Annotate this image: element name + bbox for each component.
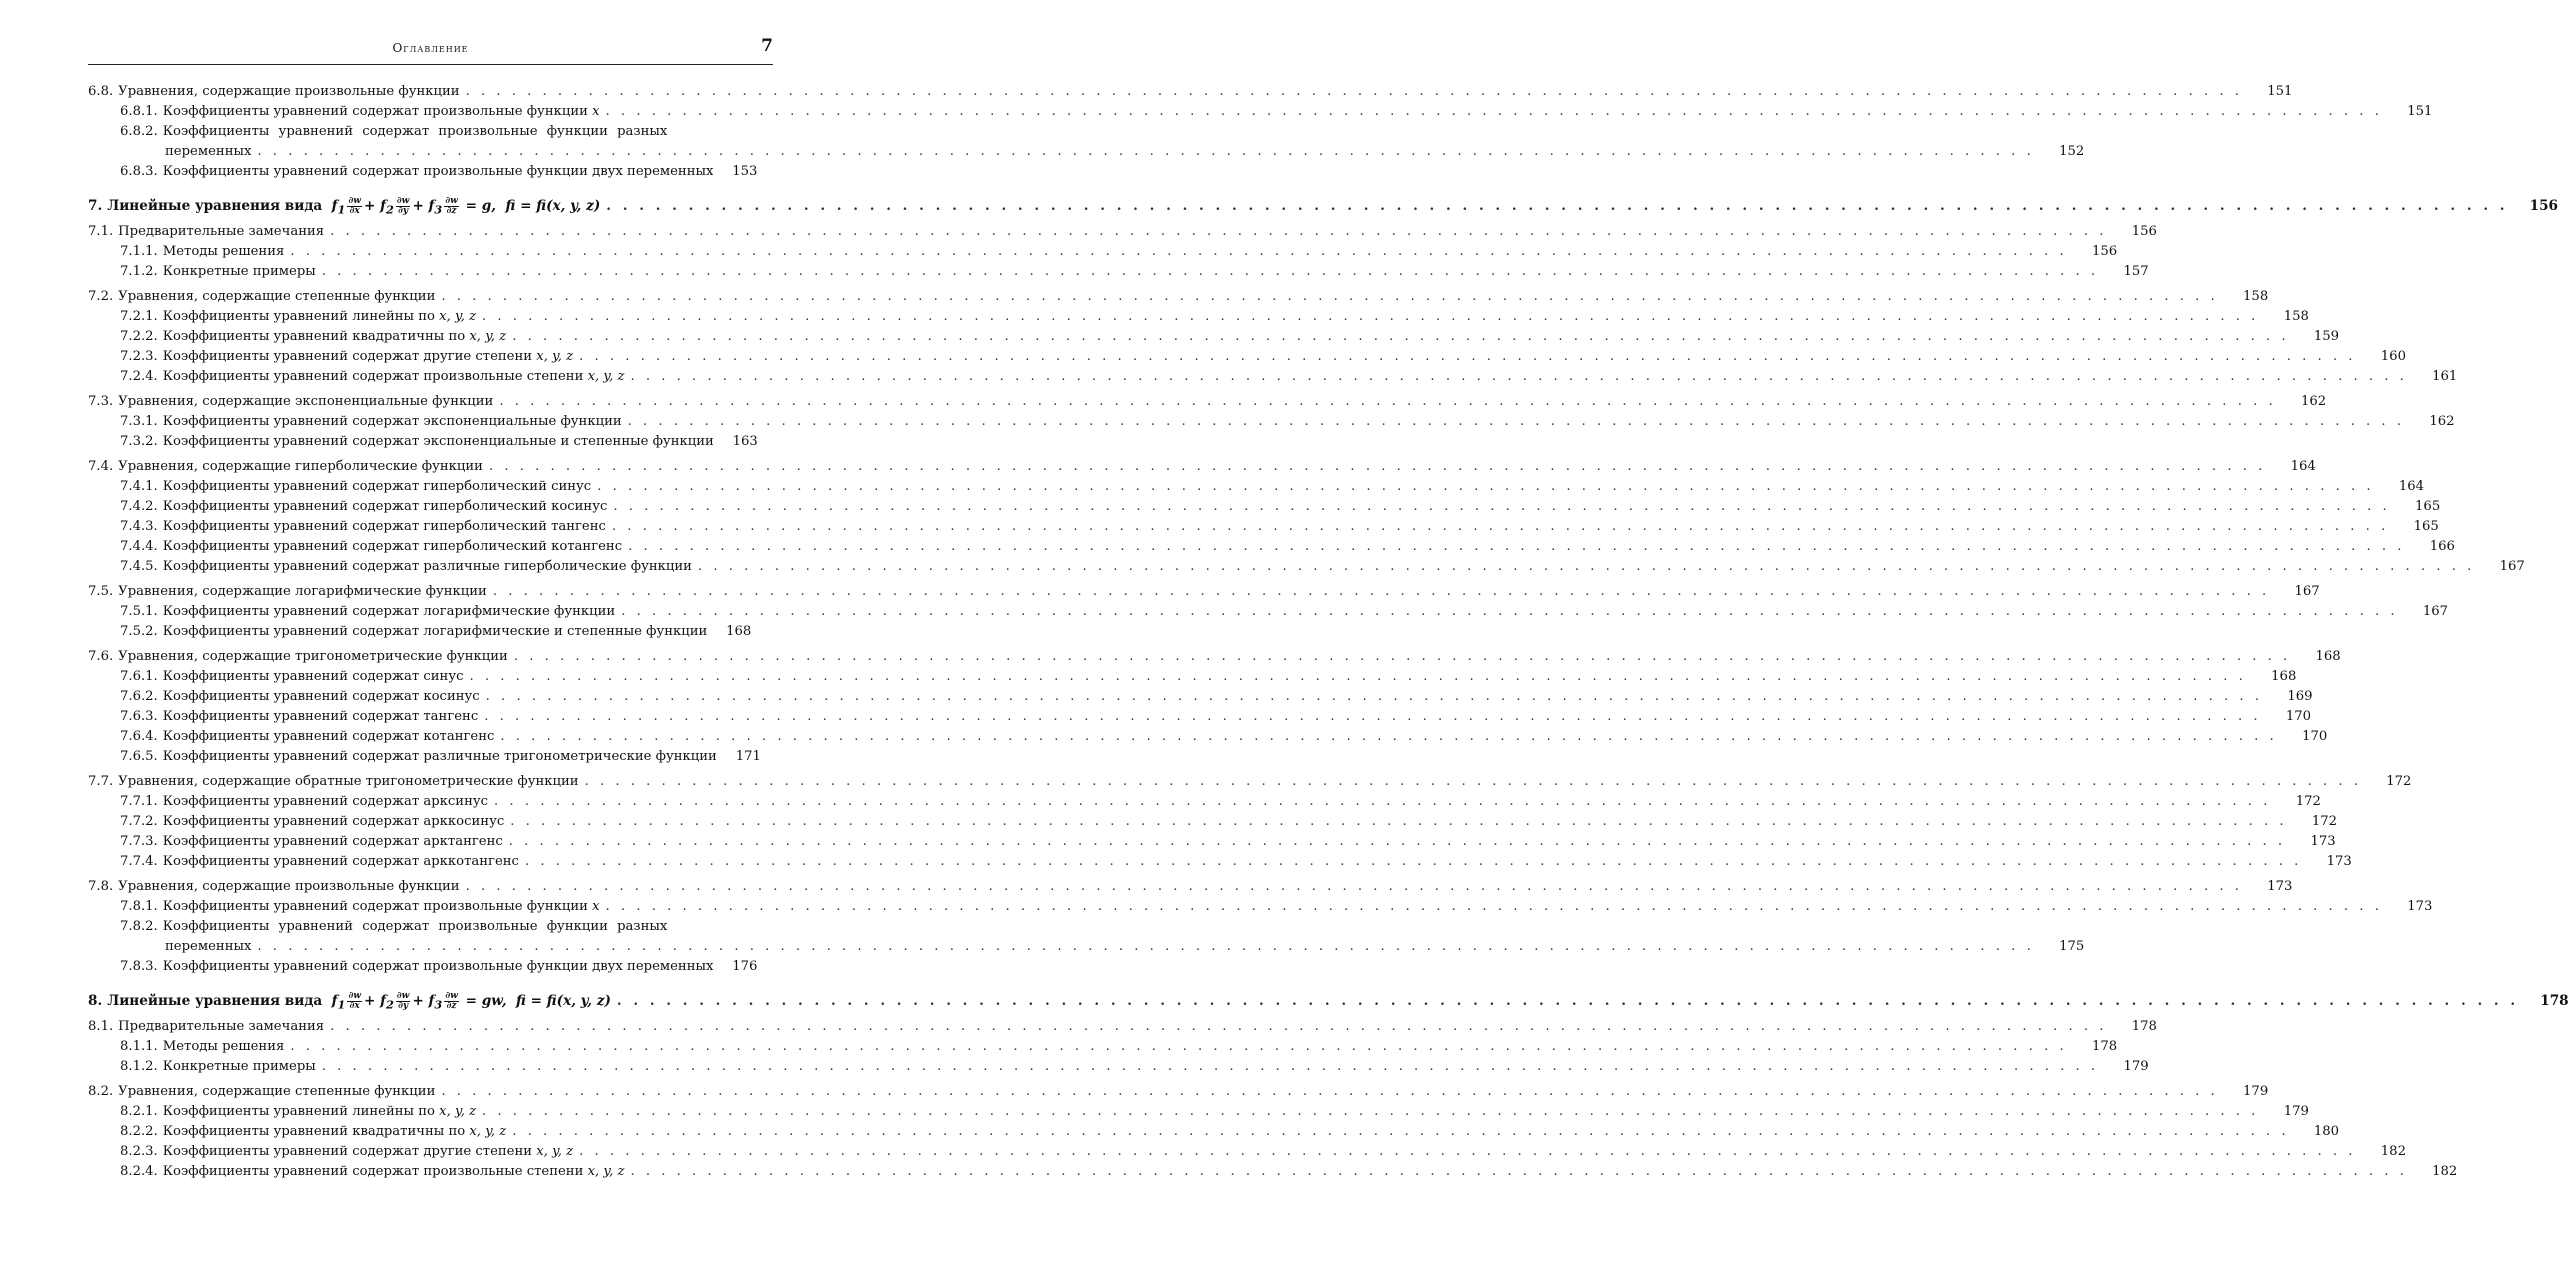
- toc-subsection[interactable]: 7.5.2. Коэффициенты уравнений содержат логарифмические и степенные функции 168: [120, 624, 752, 639]
- toc-subsection[interactable]: 7.4.1. Коэффициенты уравнений содержат гиперболический синус . . . 164: [88, 477, 773, 497]
- toc-section[interactable]: 8.2. Уравнения, содержащие степенные функции . . . 179: [88, 1082, 773, 1102]
- toc-section[interactable]: 7.8. Уравнения, содержащие произвольные функции . . . 173: [88, 877, 773, 897]
- toc-subsection[interactable]: 7.2.4. Коэффициенты уравнений содержат произвольные степени x, y, z . . . 161: [88, 367, 773, 387]
- toc-chapter[interactable]: 7. Линейные уравнения вида $f_1$ $\frac{\partial w}{\partial x}$ + $f_2$ $\frac{\partial w}{\partial y}$ + $f_3$ $\frac{\partial w}{\partial z}$ = g, fi = fi(x, y, z) . . . 156: [88, 194, 773, 218]
- chapter-equation: $f_1$ $\frac{\partial w}{\partial x}$ + $f_2$ $\frac{\partial w}{\partial y}$ + $f_3$ $\frac{\partial w}{\partial z}$ = gw, fi = fi(x, y, z): [326, 991, 611, 1012]
- toc-subsection-continued[interactable]: переменных . . . 152: [88, 142, 773, 162]
- toc-subsection[interactable]: 7.8.3. Коэффициенты уравнений содержат произвольные функции двух переменных 176: [120, 959, 758, 974]
- toc-subsection[interactable]: 7.2.1. Коэффициенты уравнений линейны по x, y, z . . . 158: [88, 307, 773, 327]
- toc-subsection[interactable]: 6.8.2. Коэффициенты уравнений содержат произвольные функции разных: [120, 124, 668, 139]
- page-number: 7: [761, 36, 773, 56]
- toc-subsection[interactable]: 7.7.4. Коэффициенты уравнений содержат арккотангенс . . . 173: [88, 852, 773, 872]
- toc-subsection[interactable]: 8.2.2. Коэффициенты уравнений квадратичны по x, y, z . . . 180: [88, 1122, 773, 1142]
- table-of-contents: [88, 82, 2569, 1182]
- toc-section[interactable]: 7.4. Уравнения, содержащие гиперболические функции . . . 164: [88, 457, 773, 477]
- toc-section[interactable]: 7.7. Уравнения, содержащие обратные тригонометрические функции . . . 172: [88, 772, 773, 792]
- toc-chapter[interactable]: 8. Линейные уравнения вида $f_1$ $\frac{\partial w}{\partial x}$ + $f_2$ $\frac{\partial w}{\partial y}$ + $f_3$ $\frac{\partial w}{\partial z}$ = gw, fi = fi(x, y, z) . . . 178: [88, 989, 773, 1013]
- toc-subsection[interactable]: 8.2.3. Коэффициенты уравнений содержат другие степени x, y, z . . . 182: [88, 1142, 773, 1162]
- toc-subsection[interactable]: 7.6.3. Коэффициенты уравнений содержат тангенс . . . 170: [88, 707, 773, 727]
- toc-section[interactable]: 7.2. Уравнения, содержащие степенные функции . . . 158: [88, 287, 773, 307]
- toc-subsection[interactable]: 8.1.1. Методы решения . . . 178: [88, 1037, 773, 1057]
- toc-subsection[interactable]: 7.7.3. Коэффициенты уравнений содержат арктангенс . . . 173: [88, 832, 773, 852]
- toc-subsection[interactable]: 7.4.4. Коэффициенты уравнений содержат гиперболический котангенс . . . 166: [88, 537, 773, 557]
- toc-subsection[interactable]: 7.5.1. Коэффициенты уравнений содержат логарифмические функции . . . 167: [88, 602, 773, 622]
- toc-subsection[interactable]: 7.4.2. Коэффициенты уравнений содержат гиперболический косинус . . . 165: [88, 497, 773, 517]
- toc-section[interactable]: 8.1. Предварительные замечания . . . 178: [88, 1017, 773, 1037]
- toc-section[interactable]: 6.8. Уравнения, содержащие произвольные функции . . . 151: [88, 82, 773, 102]
- toc-subsection[interactable]: 7.2.2. Коэффициенты уравнений квадратичны по x, y, z . . . 159: [88, 327, 773, 347]
- toc-subsection[interactable]: 7.7.2. Коэффициенты уравнений содержат арккосинус . . . 172: [88, 812, 773, 832]
- toc-section[interactable]: 7.3. Уравнения, содержащие экспоненциальные функции . . . 162: [88, 392, 773, 412]
- toc-subsection[interactable]: 7.3.1. Коэффициенты уравнений содержат экспоненциальные функции . . . 162: [88, 412, 773, 432]
- toc-subsection[interactable]: 7.4.3. Коэффициенты уравнений содержат гиперболический тангенс . . . 165: [88, 517, 773, 537]
- toc-subsection[interactable]: 7.7.1. Коэффициенты уравнений содержат арксинус . . . 172: [88, 792, 773, 812]
- toc-section[interactable]: 7.1. Предварительные замечания . . . 156: [88, 222, 773, 242]
- toc-subsection[interactable]: 8.2.1. Коэффициенты уравнений линейны по x, y, z . . . 179: [88, 1102, 773, 1122]
- toc-subsection[interactable]: 7.6.1. Коэффициенты уравнений содержат синус . . . 168: [88, 667, 773, 687]
- toc-subsection-continued[interactable]: переменных . . . 175: [88, 937, 773, 957]
- toc-subsection[interactable]: 7.4.5. Коэффициенты уравнений содержат различные гиперболические функции . . . 167: [88, 557, 773, 577]
- toc-subsection[interactable]: 8.1.2. Конкретные примеры . . . 179: [88, 1057, 773, 1077]
- toc-subsection[interactable]: 7.6.5. Коэффициенты уравнений содержат различные тригонометрические функции 171: [120, 749, 761, 764]
- running-title: Оглавление: [392, 41, 469, 55]
- toc-subsection[interactable]: 8.2.4. Коэффициенты уравнений содержат произвольные степени x, y, z . . . 182: [88, 1162, 773, 1182]
- toc-section[interactable]: 7.6. Уравнения, содержащие тригонометрические функции . . . 168: [88, 647, 773, 667]
- toc-subsection[interactable]: 7.8.2. Коэффициенты уравнений содержат произвольные функции разных: [120, 919, 668, 934]
- toc-subsection[interactable]: 7.3.2. Коэффициенты уравнений содержат экспоненциальные и степенные функции 163: [120, 434, 758, 449]
- toc-subsection[interactable]: 7.1.2. Конкретные примеры . . . 157: [88, 262, 773, 282]
- toc-subsection[interactable]: 6.8.3. Коэффициенты уравнений содержат произвольные функции двух переменных 153: [120, 164, 758, 179]
- toc-section[interactable]: 7.5. Уравнения, содержащие логарифмические функции . . . 167: [88, 582, 773, 602]
- toc-subsection[interactable]: 7.6.2. Коэффициенты уравнений содержат косинус . . . 169: [88, 687, 773, 707]
- page-header: [88, 36, 773, 64]
- toc-subsection[interactable]: 6.8.1. Коэффициенты уравнений содержат произвольные функции x . . . 151: [88, 102, 773, 122]
- toc-subsection[interactable]: 7.6.4. Коэффициенты уравнений содержат котангенс . . . 170: [88, 727, 773, 747]
- toc-subsection[interactable]: 7.2.3. Коэффициенты уравнений содержат другие степени x, y, z . . . 160: [88, 347, 773, 367]
- toc-subsection[interactable]: 7.1.1. Методы решения . . . 156: [88, 242, 773, 262]
- toc-subsection[interactable]: 7.8.1. Коэффициенты уравнений содержат произвольные функции x . . . 173: [88, 897, 773, 917]
- header-rule: [88, 64, 773, 65]
- chapter-equation: $f_1$ $\frac{\partial w}{\partial x}$ + $f_2$ $\frac{\partial w}{\partial y}$ + $f_3$ $\frac{\partial w}{\partial z}$ = g, fi = fi(x, y, z): [326, 196, 601, 217]
